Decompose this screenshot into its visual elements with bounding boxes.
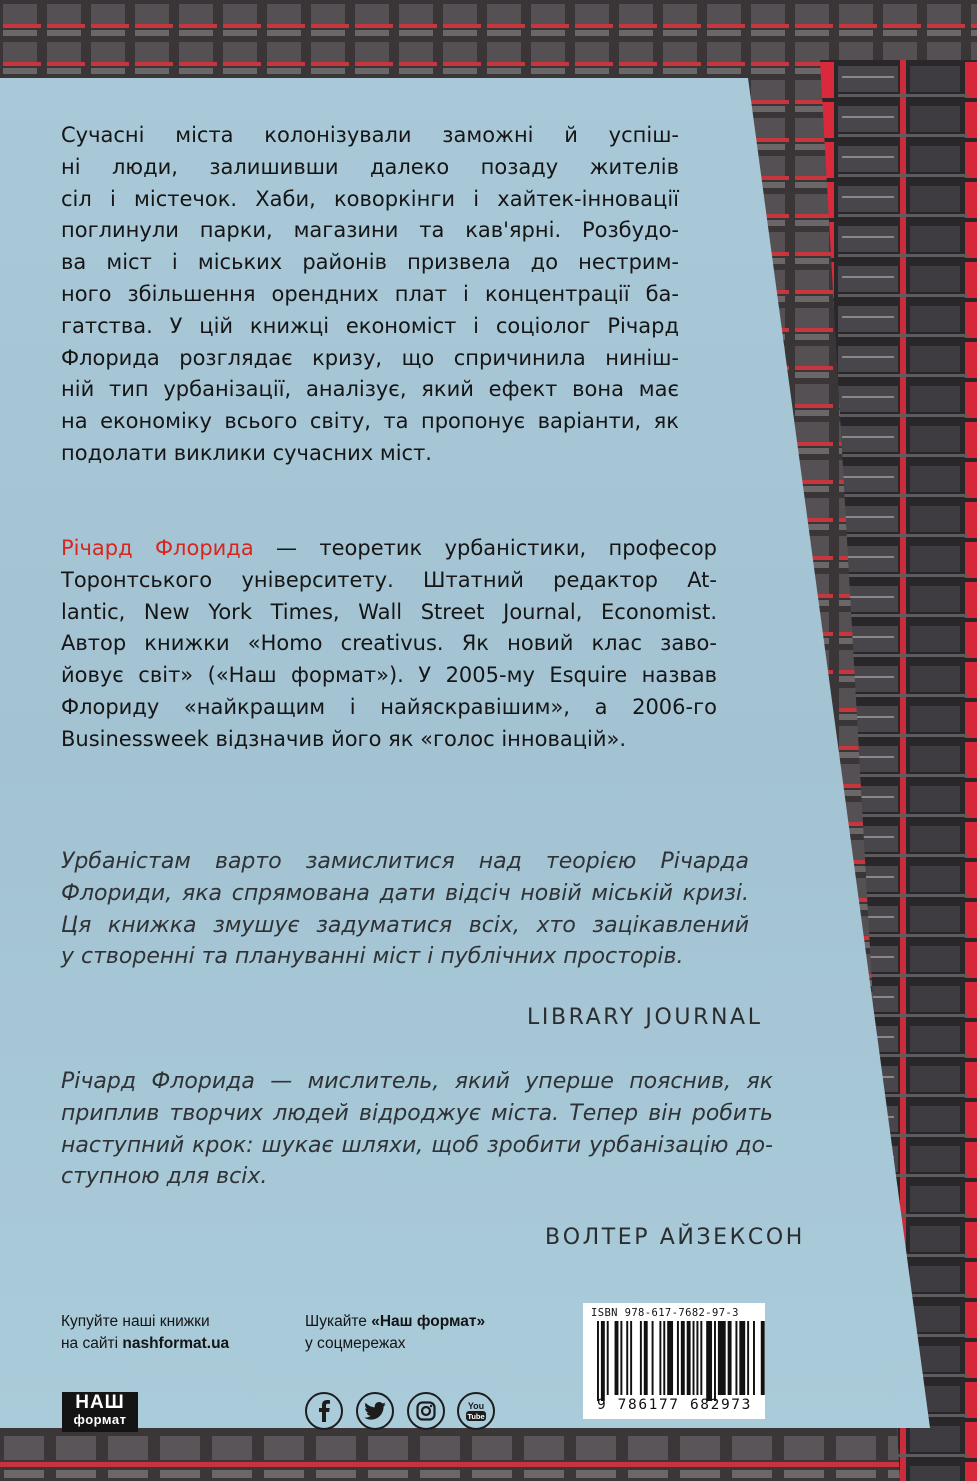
barcode-bar	[615, 1321, 619, 1395]
barcode-bar	[761, 1321, 765, 1395]
description-line: Флорида розглядає кризу, що спричинила ниніш-	[61, 345, 679, 370]
quote-attribution-1: LIBRARY JOURNAL	[527, 1005, 763, 1030]
quote-attribution-2: ВОЛТЕР АЙЗЕКСОН	[545, 1225, 805, 1250]
author-bio	[61, 533, 717, 756]
website-link[interactable]: nashformat.ua	[122, 1335, 230, 1352]
author-bio-line: Автор книжки «Homo creativus. Як новий клас заво-	[61, 631, 717, 656]
barcode-number: 9 786177 682973	[597, 1397, 752, 1413]
quote-line: наступний крок: шукає шляхи, щоб зробити урбанізацію до-	[61, 1132, 773, 1158]
facebook-icon[interactable]	[305, 1392, 343, 1430]
barcode-bar	[601, 1321, 605, 1401]
barcode-bar	[700, 1321, 702, 1395]
quote-line: у створенні та плануванні міст і публічних просторів.	[61, 944, 684, 970]
quote-line: ступною для всіх.	[61, 1164, 268, 1190]
barcode-bar	[747, 1321, 749, 1395]
quote-line: приплив творчих людей відроджує міста. Тепер він робить	[61, 1100, 773, 1126]
author-name: Річард Флорида	[61, 536, 254, 560]
author-bio-line: Флориду «найкращим і найяскравішим», а 2006-го	[61, 694, 717, 719]
barcode-bar	[728, 1321, 732, 1395]
review-quote-1	[61, 846, 749, 973]
barcode-bar	[640, 1321, 642, 1395]
social-info	[305, 1311, 485, 1355]
twitter-icon[interactable]	[356, 1392, 394, 1430]
author-bio-line: йовує світ» («Наш формат»). У 2005-му Esquire назвав	[61, 663, 717, 688]
quote-line: Флориди, яка спрямована дати відсіч новій міській кризі.	[61, 880, 749, 906]
youtube-top-text: You	[467, 1401, 485, 1411]
author-bio-line: Торонтського університету. Штатний редактор At-	[61, 567, 717, 592]
find-line-2: у соцмережах	[305, 1335, 406, 1352]
instagram-icon[interactable]	[407, 1392, 445, 1430]
barcode-bar	[753, 1321, 755, 1395]
brand-name: «Наш формат»	[371, 1313, 486, 1330]
author-bio-line: Річард Флорида — теоретик урбаністики, професор	[61, 536, 718, 560]
barcode-bar	[693, 1321, 695, 1395]
barcode-bar	[620, 1321, 622, 1395]
review-quote-2	[61, 1066, 773, 1193]
description-line: гатства. У цій книжці економіст і соціолог Річард	[61, 313, 679, 338]
description-line: ного збільшення орендних плат і концентрації ба-	[61, 281, 679, 306]
author-bio-line: Businessweek відзначив його як «голос інновацій».	[61, 726, 627, 751]
youtube-bottom-text: Tube	[467, 1412, 485, 1421]
buy-line-2: на сайті nashformat.ua	[61, 1335, 230, 1352]
publisher-logo: НАШ формат	[62, 1392, 138, 1432]
barcode-bar	[663, 1321, 665, 1395]
youtube-icon[interactable]	[457, 1392, 495, 1430]
buy-line-1: Купуйте наші книжки	[61, 1313, 210, 1330]
description-line: сіл і містечок. Хаби, коворкінги і хайтек-інновації	[61, 186, 679, 211]
book-description	[61, 120, 679, 470]
barcode-bar	[667, 1321, 673, 1395]
quote-line: Річард Флорида — мислитель, який уперше пояснив, як	[61, 1069, 773, 1094]
description-line: ні люди, залишивши далеко позаду жителів	[61, 154, 679, 179]
description-line: поглинули парки, магазини та кав'ярні. Розбудо-	[61, 218, 679, 243]
barcode-bar	[659, 1321, 661, 1395]
description-line: ва міст і міських районів призвела до нестрим-	[61, 250, 679, 275]
isbn-barcode	[583, 1303, 765, 1419]
barcode-bar	[626, 1321, 628, 1395]
quote-line: Ця книжка змушує задуматися всіх, хто зацікавлений	[61, 912, 749, 938]
author-bio-line: lantic, New York Times, Wall Street Journal, Economist.	[61, 599, 717, 624]
barcode-bar	[714, 1321, 716, 1401]
barcode-bar	[597, 1321, 599, 1401]
barcode-bar	[652, 1321, 654, 1395]
description-line: ній тип урбанізації, аналізує, який ефект вона має	[61, 377, 679, 402]
description-line: на економіку всього світу, та пропонує варіанти, як	[61, 409, 679, 434]
barcode-bar	[739, 1321, 745, 1395]
barcode-bar	[718, 1321, 726, 1395]
barcode-bar	[706, 1321, 712, 1401]
barcode-bar	[607, 1321, 609, 1395]
barcode-bar	[681, 1321, 685, 1395]
barcode-bar	[644, 1321, 648, 1395]
barcode-bar	[735, 1321, 737, 1395]
description-line: Сучасні міста колонізували заможні й успіш-	[61, 123, 679, 147]
isbn-text: ISBN 978-617-7682-97-3	[591, 1307, 739, 1319]
barcode-bar	[696, 1321, 698, 1395]
barcode-bar	[687, 1321, 691, 1395]
description-line: подолати виклики сучасних міст.	[61, 440, 432, 465]
quote-line: Урбаністам варто замислитися над теорією Річарда	[61, 849, 749, 874]
barcode-bar	[677, 1321, 679, 1395]
barcode-bar	[630, 1321, 632, 1395]
buy-info	[61, 1311, 229, 1355]
find-line-1: Шукайте «Наш формат»	[305, 1313, 486, 1330]
